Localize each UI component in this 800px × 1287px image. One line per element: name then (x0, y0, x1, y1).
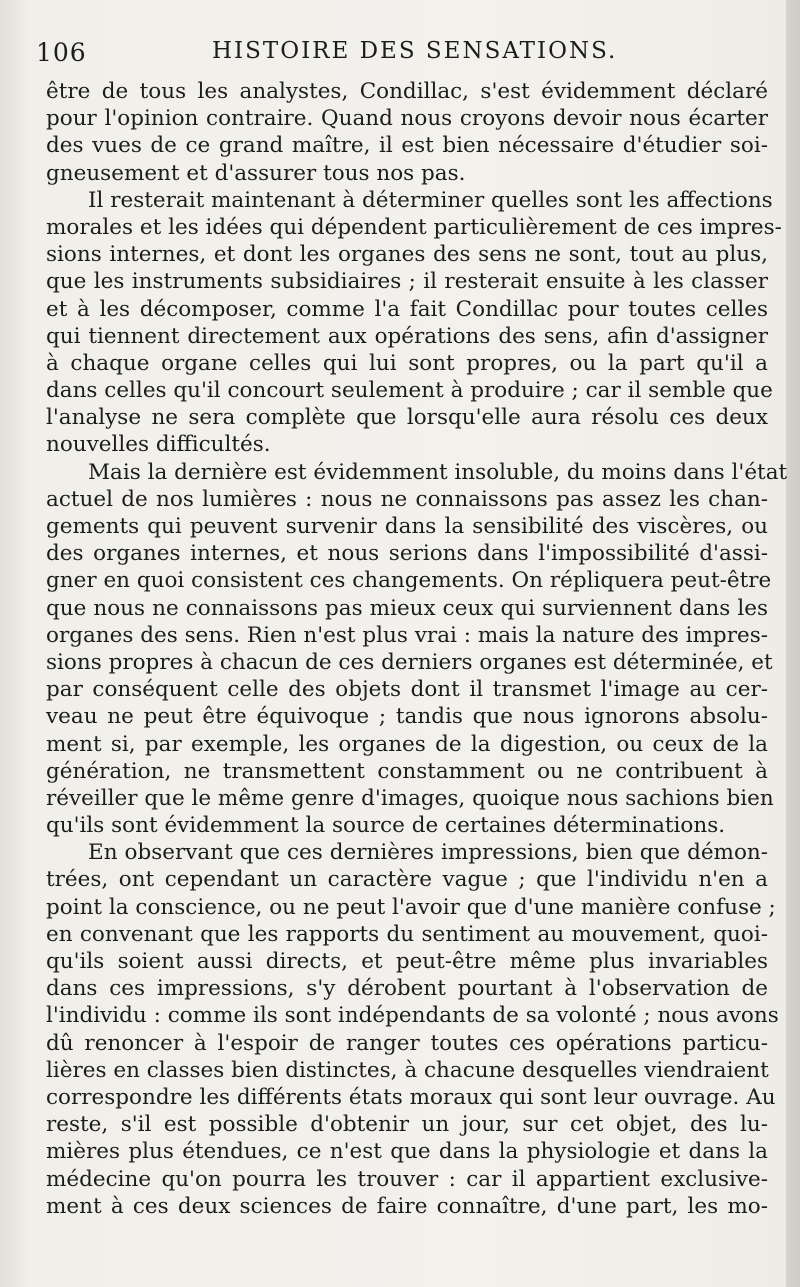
text-line: à chaque organe celles qui lui sont propres, ou la part qu'il a (46, 350, 768, 376)
text-line: l'analyse ne sera complète que lorsqu'elle aura résolu ces deux (46, 405, 768, 431)
text-line: dans celles qu'il concourt seulement à produire ; car il semble que (46, 378, 773, 404)
text-line: veau ne peut être équivoque ; tandis que nous ignorons absolu- (46, 704, 768, 730)
text-line: actuel de nos lumières : nous ne connaissons pas assez les chan- (46, 486, 768, 512)
text-line: que les instruments subsidiaires ; il resterait ensuite à les classer (46, 269, 768, 295)
text-line: nouvelles difficultés. (46, 432, 271, 458)
text-line: qu'ils soient aussi directs, et peut-être même plus invariables (46, 949, 768, 974)
text-line: morales et les idées qui dépendent particulièrement de ces impres- (46, 214, 782, 240)
text-line: qui tiennent directement aux opérations des sens, afin d'assigner (46, 323, 768, 349)
page-edge (786, 0, 800, 1287)
text-line: des vues de ce grand maître, il est bien nécessaire d'étudier soi- (46, 133, 768, 159)
text-line: gner en quoi consistent ces changements. On répliquera peut-être (46, 568, 772, 594)
text-line: être de tous les analystes, Condillac, s'est évidemment déclaré (46, 79, 768, 104)
text-line: dû renoncer à l'espoir de ranger toutes ces opérations particu- (46, 1030, 768, 1056)
text-line: et à les décomposer, comme l'a fait Condillac pour toutes celles (46, 296, 768, 322)
text-line: réveiller que le même genre d'images, quoique nous sachions bien (46, 785, 774, 811)
text-line: gements qui peuvent survenir dans la sensibilité des viscères, ou (46, 514, 768, 539)
text-line: génération, ne transmettent constamment ou ne contribuent à (46, 758, 768, 784)
text-line: que nous ne connaissons pas mieux ceux qui surviennent dans les (46, 595, 768, 621)
text-line: ment à ces deux sciences de faire connaître, d'une part, les mo- (46, 1193, 768, 1219)
text-line: en convenant que les rapports du sentiment au mouvement, quoi- (46, 921, 768, 947)
text-line: sions internes, et dont les organes des sens ne sont, tout au plus, (46, 242, 768, 268)
running-head: HISTOIRE DES SENSATIONS. (212, 38, 618, 64)
text-line: Mais la dernière est évidemment insoluble, du moins dans l'état (88, 459, 788, 485)
text-line: reste, s'il est possible d'obtenir un jour, sur cet objet, des lu- (46, 1112, 768, 1138)
text-line: pour l'opinion contraire. Quand nous croyons devoir nous écarter (46, 106, 768, 132)
text-line: Il resterait maintenant à déterminer quelles sont les affections (88, 187, 773, 213)
text-line: sions propres à chacun de ces derniers organes est déterminée, et (46, 649, 773, 675)
text-line: organes des sens. Rien n'est plus vrai : mais la nature des impres- (46, 622, 768, 648)
text-line: médecine qu'on pourra les trouver : car il appartient exclusive- (46, 1166, 768, 1192)
text-line: mières plus étendues, ce n'est que dans la physiologie et dans la (46, 1139, 768, 1165)
page-header (36, 38, 766, 72)
text-line: correspondre les différents états moraux qui sont leur ouvrage. Au (46, 1084, 776, 1110)
page-number: 106 (36, 38, 87, 67)
text-line: l'individu : comme ils sont indépendants de sa volonté ; nous avons (46, 1003, 779, 1029)
text-line: dans ces impressions, s'y dérobent pourtant à l'observation de (46, 976, 768, 1002)
text-line: des organes internes, et nous serions dans l'impossibilité d'assi- (46, 541, 768, 567)
text-line: ment si, par exemple, les organes de la digestion, ou ceux de la (46, 731, 768, 757)
text-line: gneusement et d'assurer tous nos pas. (46, 160, 466, 186)
text-line: point la conscience, ou ne peut l'avoir que d'une manière confuse ; (46, 894, 776, 920)
text-line: qu'ils sont évidemment la source de certaines déterminations. (46, 813, 726, 839)
text-line: par conséquent celle des objets dont il transmet l'image au cer- (46, 677, 768, 703)
text-line: lières en classes bien distinctes, à chacune desquelles viendraient (46, 1057, 769, 1083)
body-text (46, 78, 788, 1220)
text-line: En observant que ces dernières impressions, bien que démon- (88, 840, 768, 866)
text-line: trées, ont cependant un caractère vague ; que l'individu n'en a (46, 867, 768, 893)
